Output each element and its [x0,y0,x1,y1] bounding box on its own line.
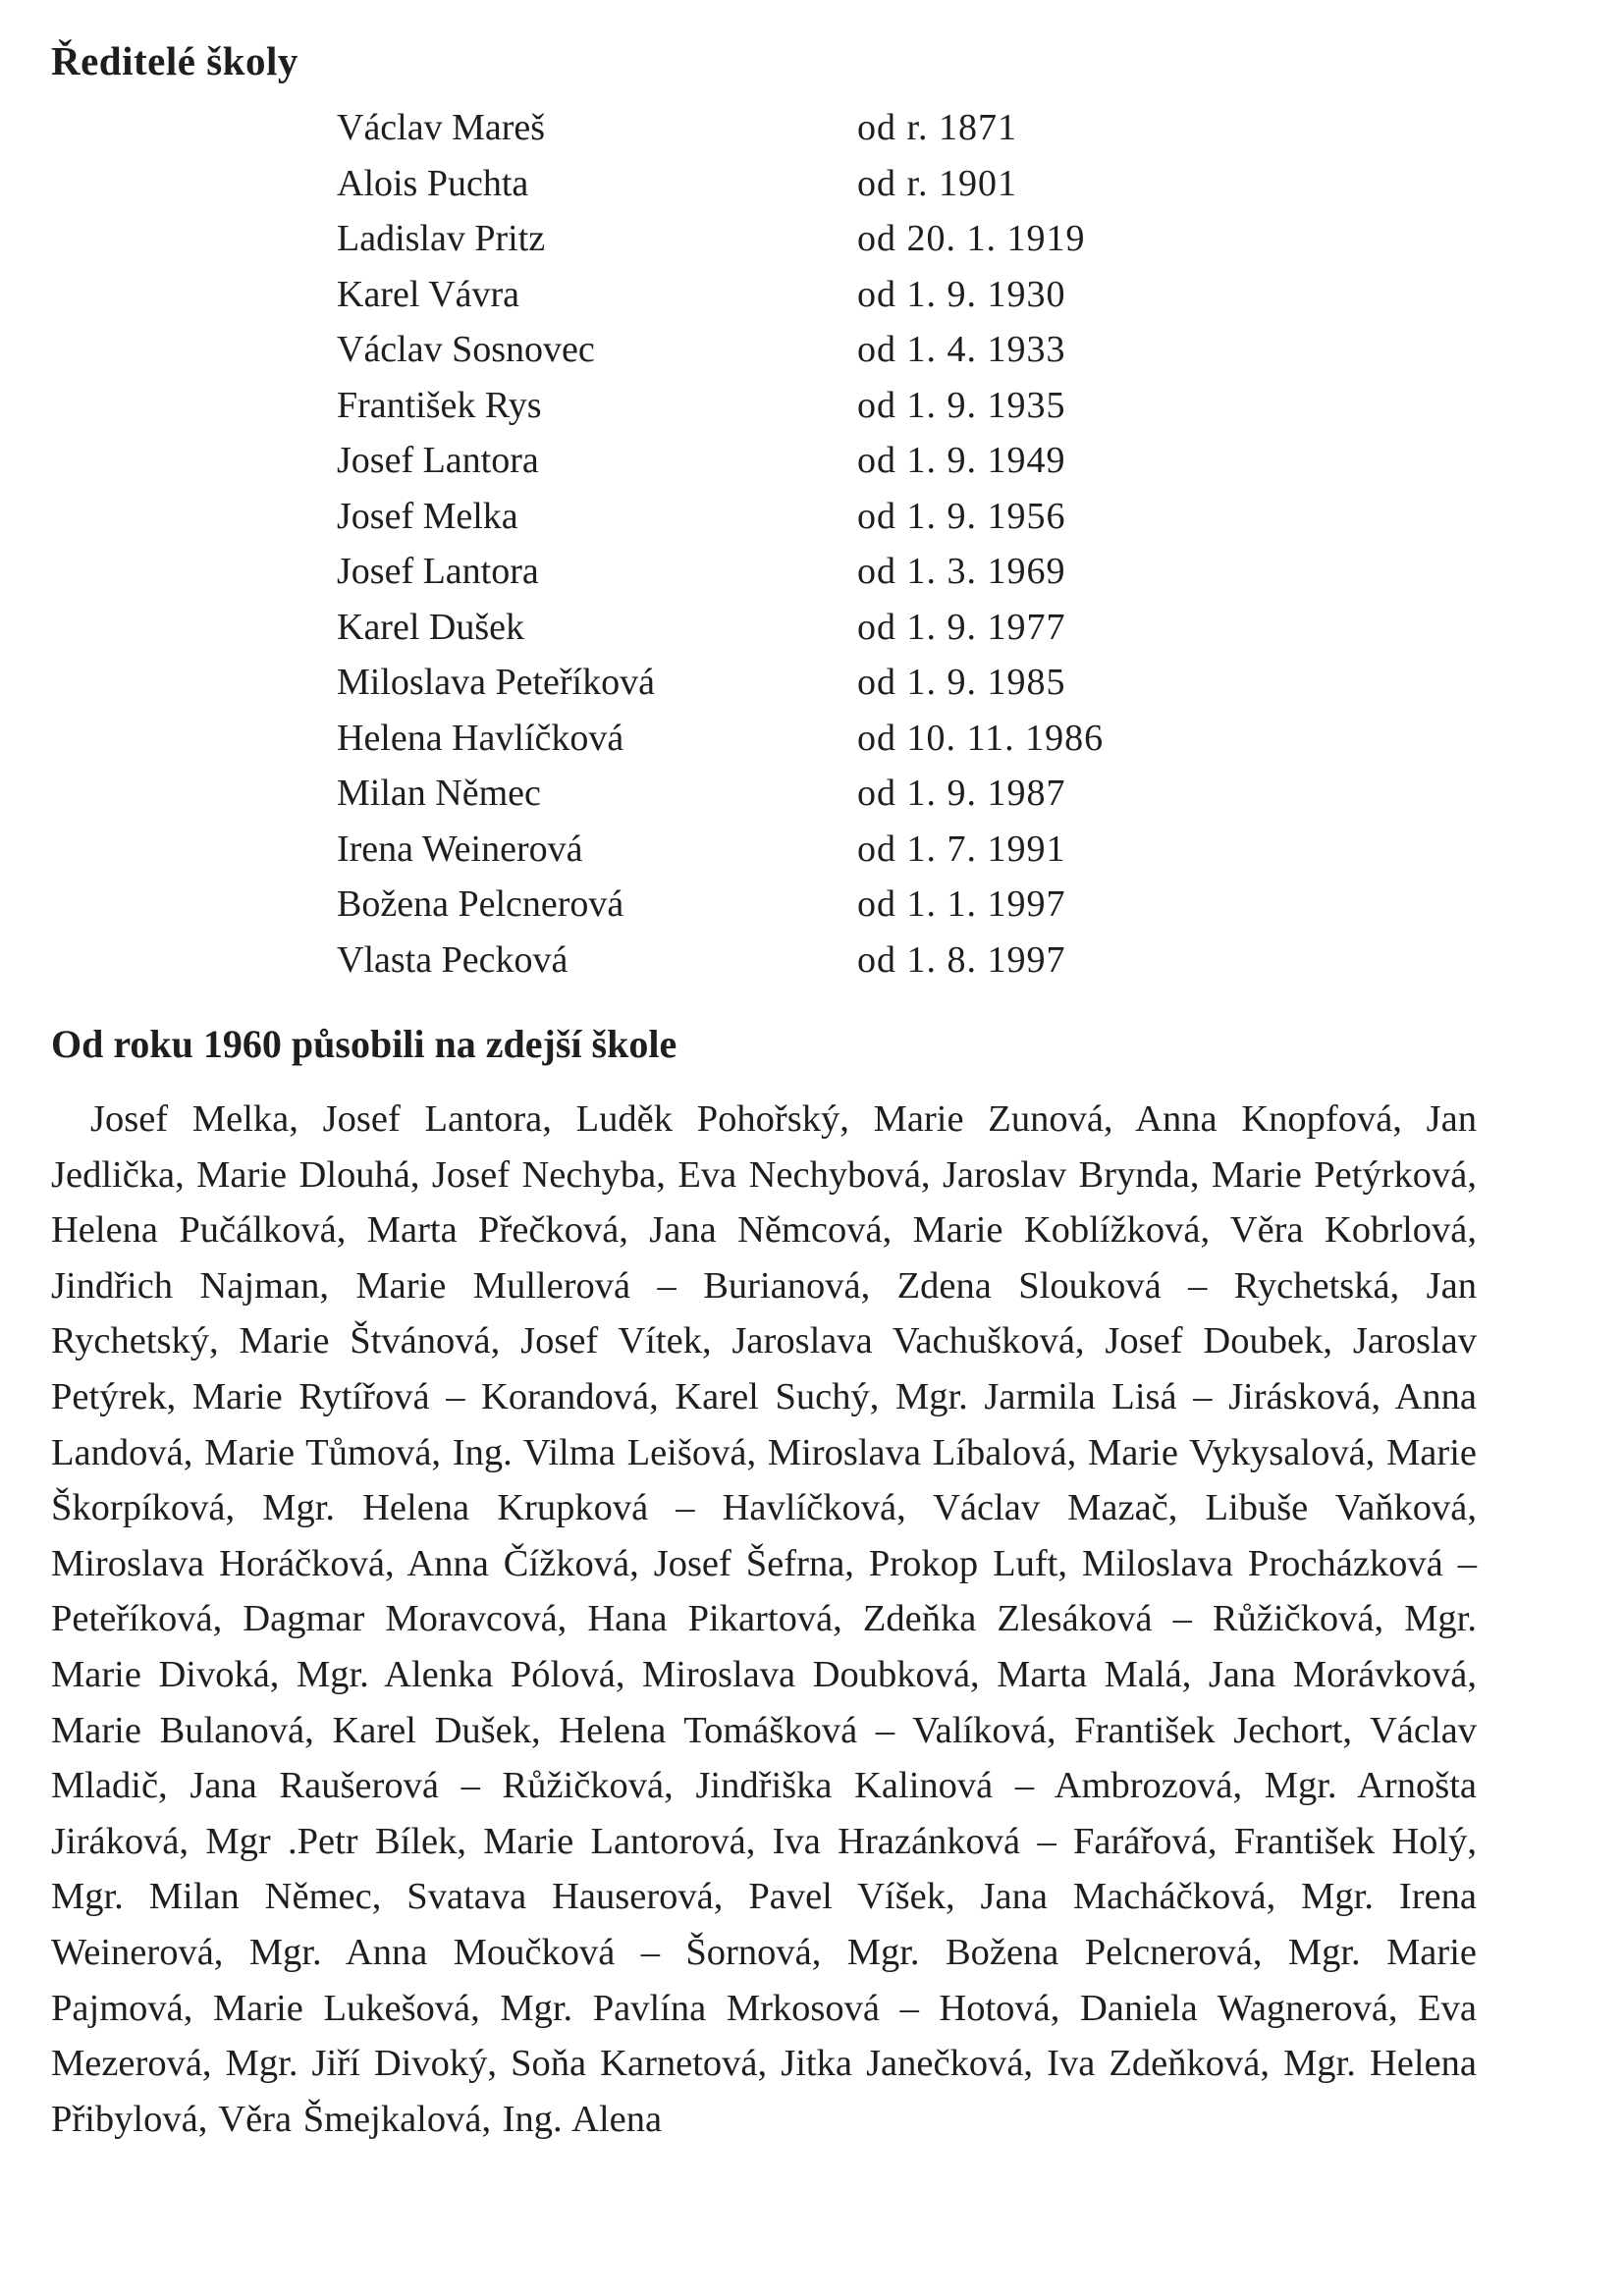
director-row [337,822,1104,878]
director-since: od 1. 9. 1930 [857,273,1066,315]
director-row [337,433,1104,489]
director-since: od r. 1901 [857,162,1018,204]
director-name: Karel Dušek [337,606,524,648]
director-row [337,211,1104,267]
director-since: od 1. 8. 1997 [857,938,1066,981]
director-row [337,156,1104,212]
director-name: Josef Melka [337,495,518,537]
director-row [337,267,1104,323]
director-row [337,933,1104,988]
director-since: od 10. 11. 1986 [857,717,1105,759]
director-name: Josef Lantora [337,440,539,481]
director-name: Irena Weinerová [337,828,583,870]
director-row [337,766,1104,822]
director-name: Helena Havlíčková [337,717,624,759]
director-since: od 1. 9. 1949 [857,440,1066,481]
director-since: od 1. 9. 1987 [857,773,1066,814]
director-name: Vlasta Pecková [337,938,568,981]
director-name: Božena Pelcnerová [337,883,624,925]
director-since: od 1. 9. 1935 [857,384,1066,426]
staff-heading: Od roku 1960 působili na zdejší škole [51,1022,677,1066]
directors-list [337,100,1104,988]
director-name: Václav Mareš [337,107,546,148]
director-row [337,711,1104,767]
director-since: od r. 1871 [857,107,1018,148]
director-since: od 20. 1. 1919 [857,218,1086,259]
director-since: od 1. 7. 1991 [857,828,1066,870]
director-row [337,600,1104,656]
director-name: Miloslava Peteříková [337,662,655,703]
director-since: od 1. 9. 1977 [857,606,1066,648]
director-name: František Rys [337,384,542,426]
director-name: Ladislav Pritz [337,218,546,259]
director-since: od 1. 9. 1985 [857,662,1066,703]
director-row [337,100,1104,156]
director-since: od 1. 4. 1933 [857,329,1066,370]
director-since: od 1. 9. 1956 [857,495,1066,537]
director-name: Milan Němec [337,773,541,814]
director-row [337,489,1104,545]
director-row [337,877,1104,933]
director-row [337,322,1104,378]
director-name: Josef Lantora [337,551,539,592]
directors-heading: Ředitelé školy [51,38,298,83]
director-row [337,655,1104,711]
director-row [337,544,1104,600]
director-since: od 1. 1. 1997 [857,883,1066,925]
director-name: Alois Puchta [337,162,529,204]
director-since: od 1. 3. 1969 [857,551,1066,592]
director-row [337,378,1104,434]
director-name: Václav Sosnovec [337,329,595,370]
director-name: Karel Vávra [337,273,520,315]
staff-paragraph: Josef Melka, Josef Lantora, Luděk Pohořský, Marie Zunová, Anna Knopfová, Jan Jedlička, Marie Dlouhá, Josef Nechyba, Eva Nechybová, Jaroslav Brynda, Marie Petýrková, Helena Pučálková, Marta Přečková, Jana Němcová, Marie Koblížková, Věra Kobrlová, Jindřich Najman, Marie Mullerová – Burianová, Zdena Slouková – Rychetská, Jan Rychetský, Marie Štvánová, Josef Vítek, Jaroslava Vachušková, Josef Doubek, Jaroslav Petýrek, Marie Rytířová – Korandová, Karel Suchý, Mgr. Jarmila Lisá – Jirásková, Anna Landová, Marie Tůmová, Ing. Vilma Leišová, Miroslava Líbalová, Marie Vykysalová, Marie Škorpíková, Mgr. Helena Krupková – Havlíčková, Václav Mazač, Libuše Vaňková, Miroslava Horáčková, Anna Čížková, Josef Šefrna, Prokop Luft, Miloslava Procházková – Peteříková, Dagmar Moravcová, Hana Pikartová, Zdeňka Zlesáková – Růžičková, Mgr. Marie Divoká, Mgr. Alenka Pólová, Miroslava Doubková, Marta Malá, Jana Morávková, Marie Bulanová, Karel Dušek, Helena Tomášková – Valíková, František Jechort, Václav Mladič, Jana Raušerová – Růžičková, Jindřiška Kalinová – Ambrozová, Mgr. Arnošta Jiráková, Mgr .Petr Bílek, Marie Lantorová, Iva Hrazánková – Farářová, František Holý, Mgr. Milan Němec, Svatava Hauserová, Pavel Víšek, Jana Macháčková, Mgr. Irena Weinerová, Mgr. Anna Moučková – Šornová, Mgr. Božena Pelcnerová, Mgr. Marie Pajmová, Marie Lukešová, Mgr. Pavlína Mrkosová – Hotová, Daniela Wagnerová, Eva Mezerová, Mgr. Jiří Divoký, Soňa Karnetová, Jitka Janečková, Iva Zdeňková, Mgr. Helena Přibylová, Věra Šmejkalová, Ing. Alena [51,1098,1477,2140]
